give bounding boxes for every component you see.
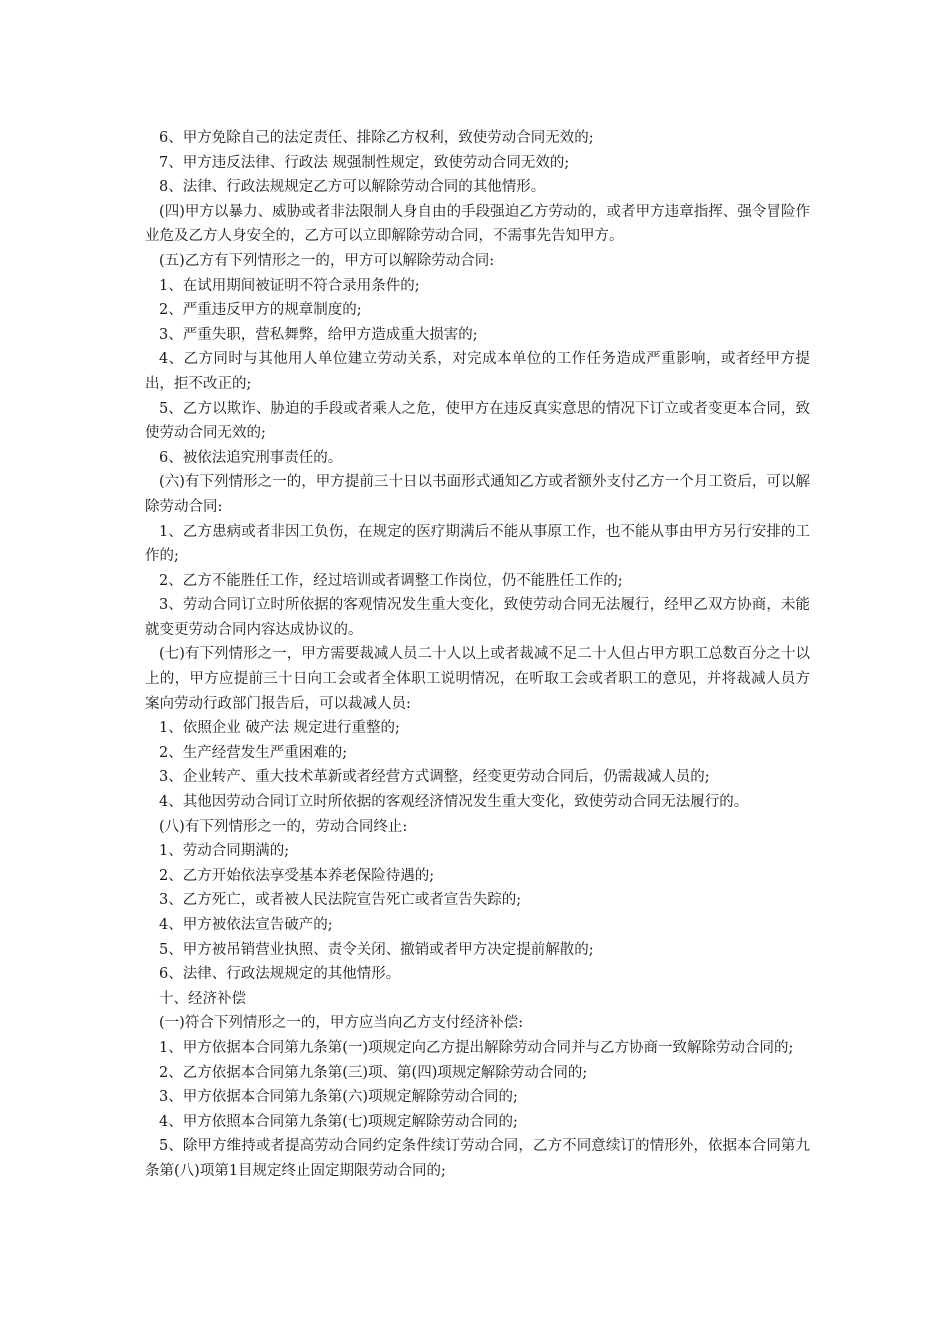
- paragraph: 2、生产经营发生严重困难的;: [159, 744, 348, 761]
- paragraph: 1、甲方依据本合同第九条第(一)项规定向乙方提出解除劳动合同并与乙方协商一致解除劳动合同的;: [159, 1039, 794, 1056]
- paragraph: 8、法律、行政法规规定乙方可以解除劳动合同的其他情形。: [159, 179, 546, 196]
- paragraph: 2、乙方不能胜任工作，经过培训或者调整工作岗位，仍不能胜任工作的;: [159, 572, 623, 589]
- paragraph: 5、除甲方维持或者提高劳动合同约定条件续订劳动合同，乙方不同意续订的情形外，依据本合同第九条第(八)项第1目规定终止固定期限劳动合同的;: [145, 1138, 810, 1179]
- paragraph: 1、依照企业 破产法 规定进行重整的;: [159, 720, 400, 737]
- paragraph: 2、严重违反甲方的规章制度的;: [159, 302, 362, 319]
- paragraph: (八)有下列情形之一的，劳动合同终止:: [159, 818, 408, 835]
- paragraph: 3、企业转产、重大技术革新或者经营方式调整，经变更劳动合同后，仍需裁减人员的;: [159, 769, 710, 786]
- paragraph: 3、严重失职，营私舞弊，给甲方造成重大损害的;: [159, 326, 478, 343]
- paragraph: 5、乙方以欺诈、胁迫的手段或者乘人之危，使甲方在违反真实意思的情况下订立或者变更本合同，致使劳动合同无效的;: [145, 400, 810, 442]
- paragraph: 2、乙方开始依法享受基本养老保险待遇的;: [159, 867, 435, 884]
- paragraph: (一)符合下列情形之一的，甲方应当向乙方支付经济补偿:: [159, 1015, 524, 1032]
- paragraph: 4、乙方同时与其他用人单位建立劳动关系，对完成本单位的工作任务造成严重影响，或者经甲方提出，拒不改正的;: [145, 351, 810, 392]
- paragraph: (七)有下列情形之一，甲方需要裁减人员二十人以上或者裁减不足二十人但占甲方职工总数百分之十以上的，甲方应提前三十日向工会或者全体职工说明情况，在听取工会或者职工的意见，并将裁减人员方案向劳动行政部门报告后，可以裁减人员:: [145, 646, 810, 712]
- paragraph: 1、劳动合同期满的;: [159, 843, 290, 860]
- section-heading: 十、经济补偿: [159, 990, 246, 1007]
- paragraph: 3、甲方依据本合同第九条第(六)项规定解除劳动合同的;: [159, 1089, 518, 1106]
- paragraph: (五)乙方有下列情形之一的，甲方可以解除劳动合同:: [159, 252, 495, 269]
- paragraph: 1、在试用期间被证明不符合录用条件的;: [159, 277, 420, 294]
- paragraph: 6、被依法追究刑事责任的。: [159, 449, 343, 466]
- paragraph: 7、甲方违反法律、行政法 规强制性规定，致使劳动合同无效的;: [159, 154, 570, 171]
- paragraph: 2、乙方依据本合同第九条第(三)项、第(四)项规定解除劳动合同的;: [159, 1064, 588, 1081]
- paragraph: (四)甲方以暴力、威胁或者非法限制人身自由的手段强迫乙方劳动的，或者甲方违章指挥、强令冒险作业危及乙方人身安全的，乙方可以立即解除劳动合同，不需事先告知甲方。: [145, 203, 810, 245]
- paragraph: 1、乙方患病或者非因工负伤，在规定的医疗期满后不能从事原工作，也不能从事由甲方另行安排的工作的;: [145, 523, 810, 565]
- paragraph: 4、甲方依照本合同第九条第(七)项规定解除劳动合同的;: [159, 1113, 518, 1130]
- paragraph: 3、乙方死亡，或者被人民法院宣告死亡或者宣告失踪的;: [159, 892, 522, 909]
- paragraph: 6、甲方免除自己的法定责任、排除乙方权利，致使劳动合同无效的;: [159, 130, 594, 146]
- paragraph: (六)有下列情形之一的，甲方提前三十日以书面形式通知乙方或者额外支付乙方一个月工资后，可以解除劳动合同:: [145, 474, 810, 515]
- paragraph: 3、劳动合同订立时所依据的客观情况发生重大变化，致使劳动合同无法履行，经甲乙双方协商，未能就变更劳动合同内容达成协议的。: [145, 597, 810, 638]
- paragraph: 6、法律、行政法规规定的其他情形。: [159, 966, 401, 983]
- document-body: [145, 126, 810, 1184]
- paragraph: 5、甲方被吊销营业执照、责令关闭、撤销或者甲方决定提前解散的;: [159, 941, 594, 958]
- paragraph: 4、其他因劳动合同订立时所依据的客观经济情况发生重大变化，致使劳动合同无法履行的。: [159, 794, 749, 811]
- paragraph: 4、甲方被依法宣告破产的;: [159, 917, 333, 933]
